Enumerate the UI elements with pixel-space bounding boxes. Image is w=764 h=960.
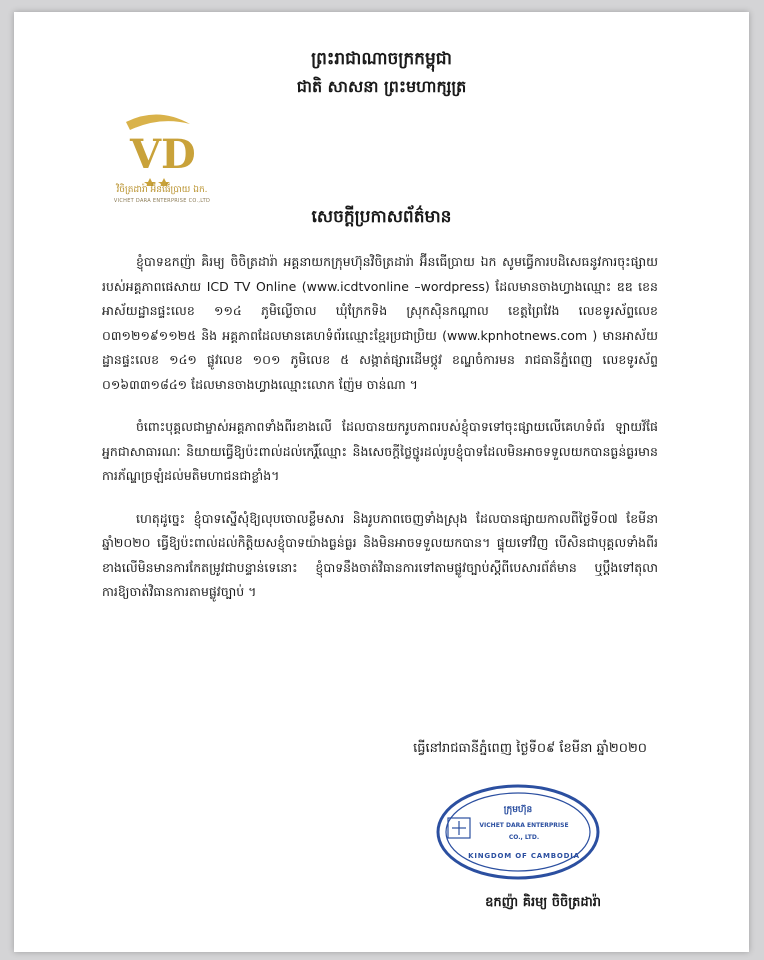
logo-company-sub: VICHET DARA ENTERPRISE CO.,LTD — [113, 198, 211, 204]
paragraph-1: ខ្ញុំបាទឧកញ៉ា គិរម្យ ចិចិត្រដារ៉ា អគ្គនាយកក្រុមហ៊ុនវិចិត្រដារ៉ា អ៊ីនធើប្រាយ ឯក សូមធ្វើការបដិសេធនូវការចុះផ្សាយរបស់អគ្គភាពផេសាយ ICD TV Online (www.icdtvonline –wordpress) ដែលមានចាងហ្វាងឈ្មោះ ឌឌ ខេន អាស័យដ្ឋានផ្ទះលេខ ១១៤ ភូមិល្ងើចាល ឃុំក្រែកទិង ស្រុកស៊ិនកណ្តាល ខេត្តព្រៃវែង លេខទូរស័ព្ទលេខ ០៣១២១៩១១២៥ និង អគ្គភាពដែលមានគេហទំព័រឈ្មោះខ្មែរប្រជាប្រិយ (www.kpnhotnews.com ) មានអាស័យដ្ឋានផ្ទះលេខ ១៤១ ផ្លូវលេខ ១០១ ភូមិលេខ ៥ សង្កាត់ផ្សារដើមថ្កូវ ខណ្ឌចំការមន រាជធានីភ្នំពេញ លេខទូរស័ព្ទ ០១៦៣៣១៨៤១ ដែលមានចាងហ្វាងឈ្មោះលោក ញ៉ែម ចាន់ណា ។ — [102, 254, 658, 392]
company-logo — [102, 110, 222, 218]
stamp-kingdom: KINGDOM OF CAMBODIA — [468, 852, 580, 860]
company-stamp — [434, 782, 602, 882]
stamp-company-name: VICHET DARA ENTERPRISE — [479, 822, 569, 829]
document-body — [102, 250, 658, 623]
document-title: សេចក្តីប្រកាសព័ត៌មាន — [311, 207, 452, 227]
stamp-seal-icon — [434, 782, 602, 882]
logo-company-name: វិចិត្រដារ៉ា អ៊ីនធើប្រាយ ឯក. — [116, 185, 208, 195]
svg-text:VD: VD — [130, 131, 196, 178]
document-page — [14, 12, 749, 952]
header-kingdom: ព្រះរាជាណាចក្រកម្ពុជា — [311, 49, 452, 69]
vd-logo-icon — [120, 110, 204, 186]
signature-name: ឧកញ៉ា គិរម្យ ចិចិត្រដារ៉ា — [485, 895, 601, 910]
stamp-company-suffix: CO., LTD. — [508, 834, 540, 841]
date-line: ធ្វើនៅរាជធានីភ្នំពេញ ថ្ងៃទី០៩ ខែមីនា ឆ្នាំ២០២០ — [413, 741, 647, 756]
header-motto: ជាតិ សាសនា ព្រះមហាក្សត្រ — [296, 77, 467, 96]
paragraph-2: ចំពោះបុគ្គលជាម្ចាស់អគ្គភាពទាំងពីរខាងលើ ដែលបានយករូបភាពរបស់ខ្ញុំបាទទៅចុះផ្សាយលើគេហទំព័រ ឡាយវ៍ផែអ្នកជាសាធារណៈ និយាយធ្វើឱ្យប៉ះពាល់ដល់កេរ្តិ៍ឈ្មោះ និងសេចក្តីថ្លៃថ្នូរដល់រូបខ្ញុំបាទដែលមិនអាចទទួលយកបានធ្ងន់ធ្ងរមានការភ័ណ្ឌច្រឡំដល់មតិមហាជនជាខ្លាំង។ — [102, 419, 658, 483]
stamp-title: ក្រុមហ៊ុន — [503, 805, 533, 815]
paragraph-3: ហេតុដូច្នេះ ខ្ញុំបាទស្នើសុំឱ្យលុបចោលខ្លឹមសារ និងរូបភាពចេញទាំងស្រុង ដែលបានផ្សាយកាលពីថ្ងៃទី០៧ ខែមីនា ឆ្នាំ២០២០ ធ្វើឱ្យប៉ះពាល់ដល់កិត្តិយសខ្ញុំបាទយ៉ាងធ្ងន់ធ្ងរ និងមិនអាចទទួលយកបាន។ ផ្ទុយទៅវិញ បើសិនជាបុគ្គលទាំងពីរខាងលើមិនមានការកែតម្រូវជាបន្ទាន់ទេនោះ ខ្ញុំបាទនឹងចាត់វិធានការទៅតាមផ្លូវច្បាប់ស្តីពីបេសារព័ត៌មាន ឬប្តឹងទៅតុលាការឱ្យចាត់វិធានការតាមផ្លូវច្បាប់ ។ — [102, 510, 658, 599]
